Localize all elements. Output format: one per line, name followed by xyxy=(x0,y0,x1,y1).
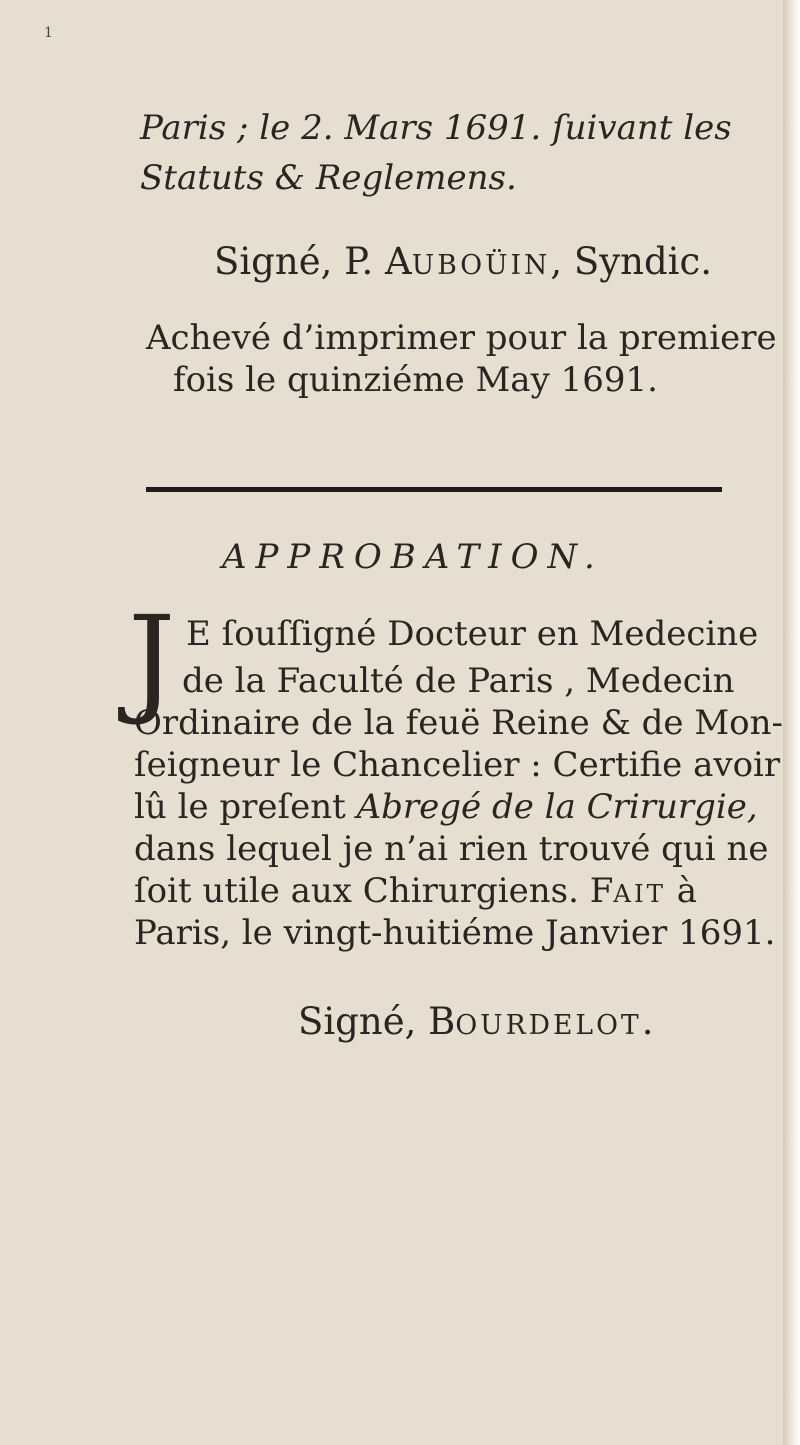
syndic-name: UBOÜIN xyxy=(411,250,551,281)
approbation-line-7-end: à xyxy=(665,871,698,911)
acheve-line-1: Achevé d’imprimer pour la premiere xyxy=(146,318,777,358)
approbation-line-7-text: ſoit utile aux Chirurgiens. F xyxy=(134,871,614,911)
bourdelot-signature-prefix: Signé, B xyxy=(298,1000,456,1043)
page-number: 1 xyxy=(44,25,53,41)
privilege-line-2: Statuts & Reglemens. xyxy=(140,158,517,198)
acheve-line-2: fois le quinziéme May 1691. xyxy=(173,360,658,400)
approbation-line-3: Ordinaire de la feuë Reine & de Mon- xyxy=(134,703,784,743)
privilege-date: Paris ; le 2. Mars 1691. xyxy=(140,108,553,148)
bourdelot-name: OURDELOT xyxy=(455,1010,642,1041)
bourdelot-signature-suffix: . xyxy=(641,1000,654,1043)
fait-smallcaps: AIT xyxy=(613,879,666,908)
page-edge xyxy=(783,0,800,1445)
approbation-line-7 xyxy=(134,871,697,911)
syndic-signature-suffix: , Syndic. xyxy=(550,240,712,283)
approbation-line-5-text: lû le preſent xyxy=(134,787,357,827)
drop-cap: J xyxy=(128,590,176,728)
approbation-line-8: Paris, le vingt-huitiéme Janvier 1691. xyxy=(134,913,776,953)
approbation-line-6: dans lequel je n’ai rien trouvé qui ne xyxy=(134,829,769,869)
syndic-signature-prefix: Signé, P. A xyxy=(214,240,412,283)
approbation-line-4: ſeigneur le Chancelier : Certifie avoir xyxy=(134,745,781,785)
approbation-line-1: E ſouſſigné Docteur en Medecine xyxy=(186,614,759,654)
bourdelot-signature xyxy=(298,1000,653,1043)
book-title: Abregé de la Crirurgie, xyxy=(356,787,758,827)
syndic-signature xyxy=(214,240,712,283)
approbation-line-5 xyxy=(134,787,758,827)
approbation-line-2: de la Faculté de Paris , Medecin xyxy=(182,661,735,701)
privilege-suivant: ſuivant les xyxy=(552,108,732,148)
privilege-line-1 xyxy=(140,108,732,148)
horizontal-rule xyxy=(146,487,722,492)
approbation-heading: APPROBATION. xyxy=(222,537,604,577)
